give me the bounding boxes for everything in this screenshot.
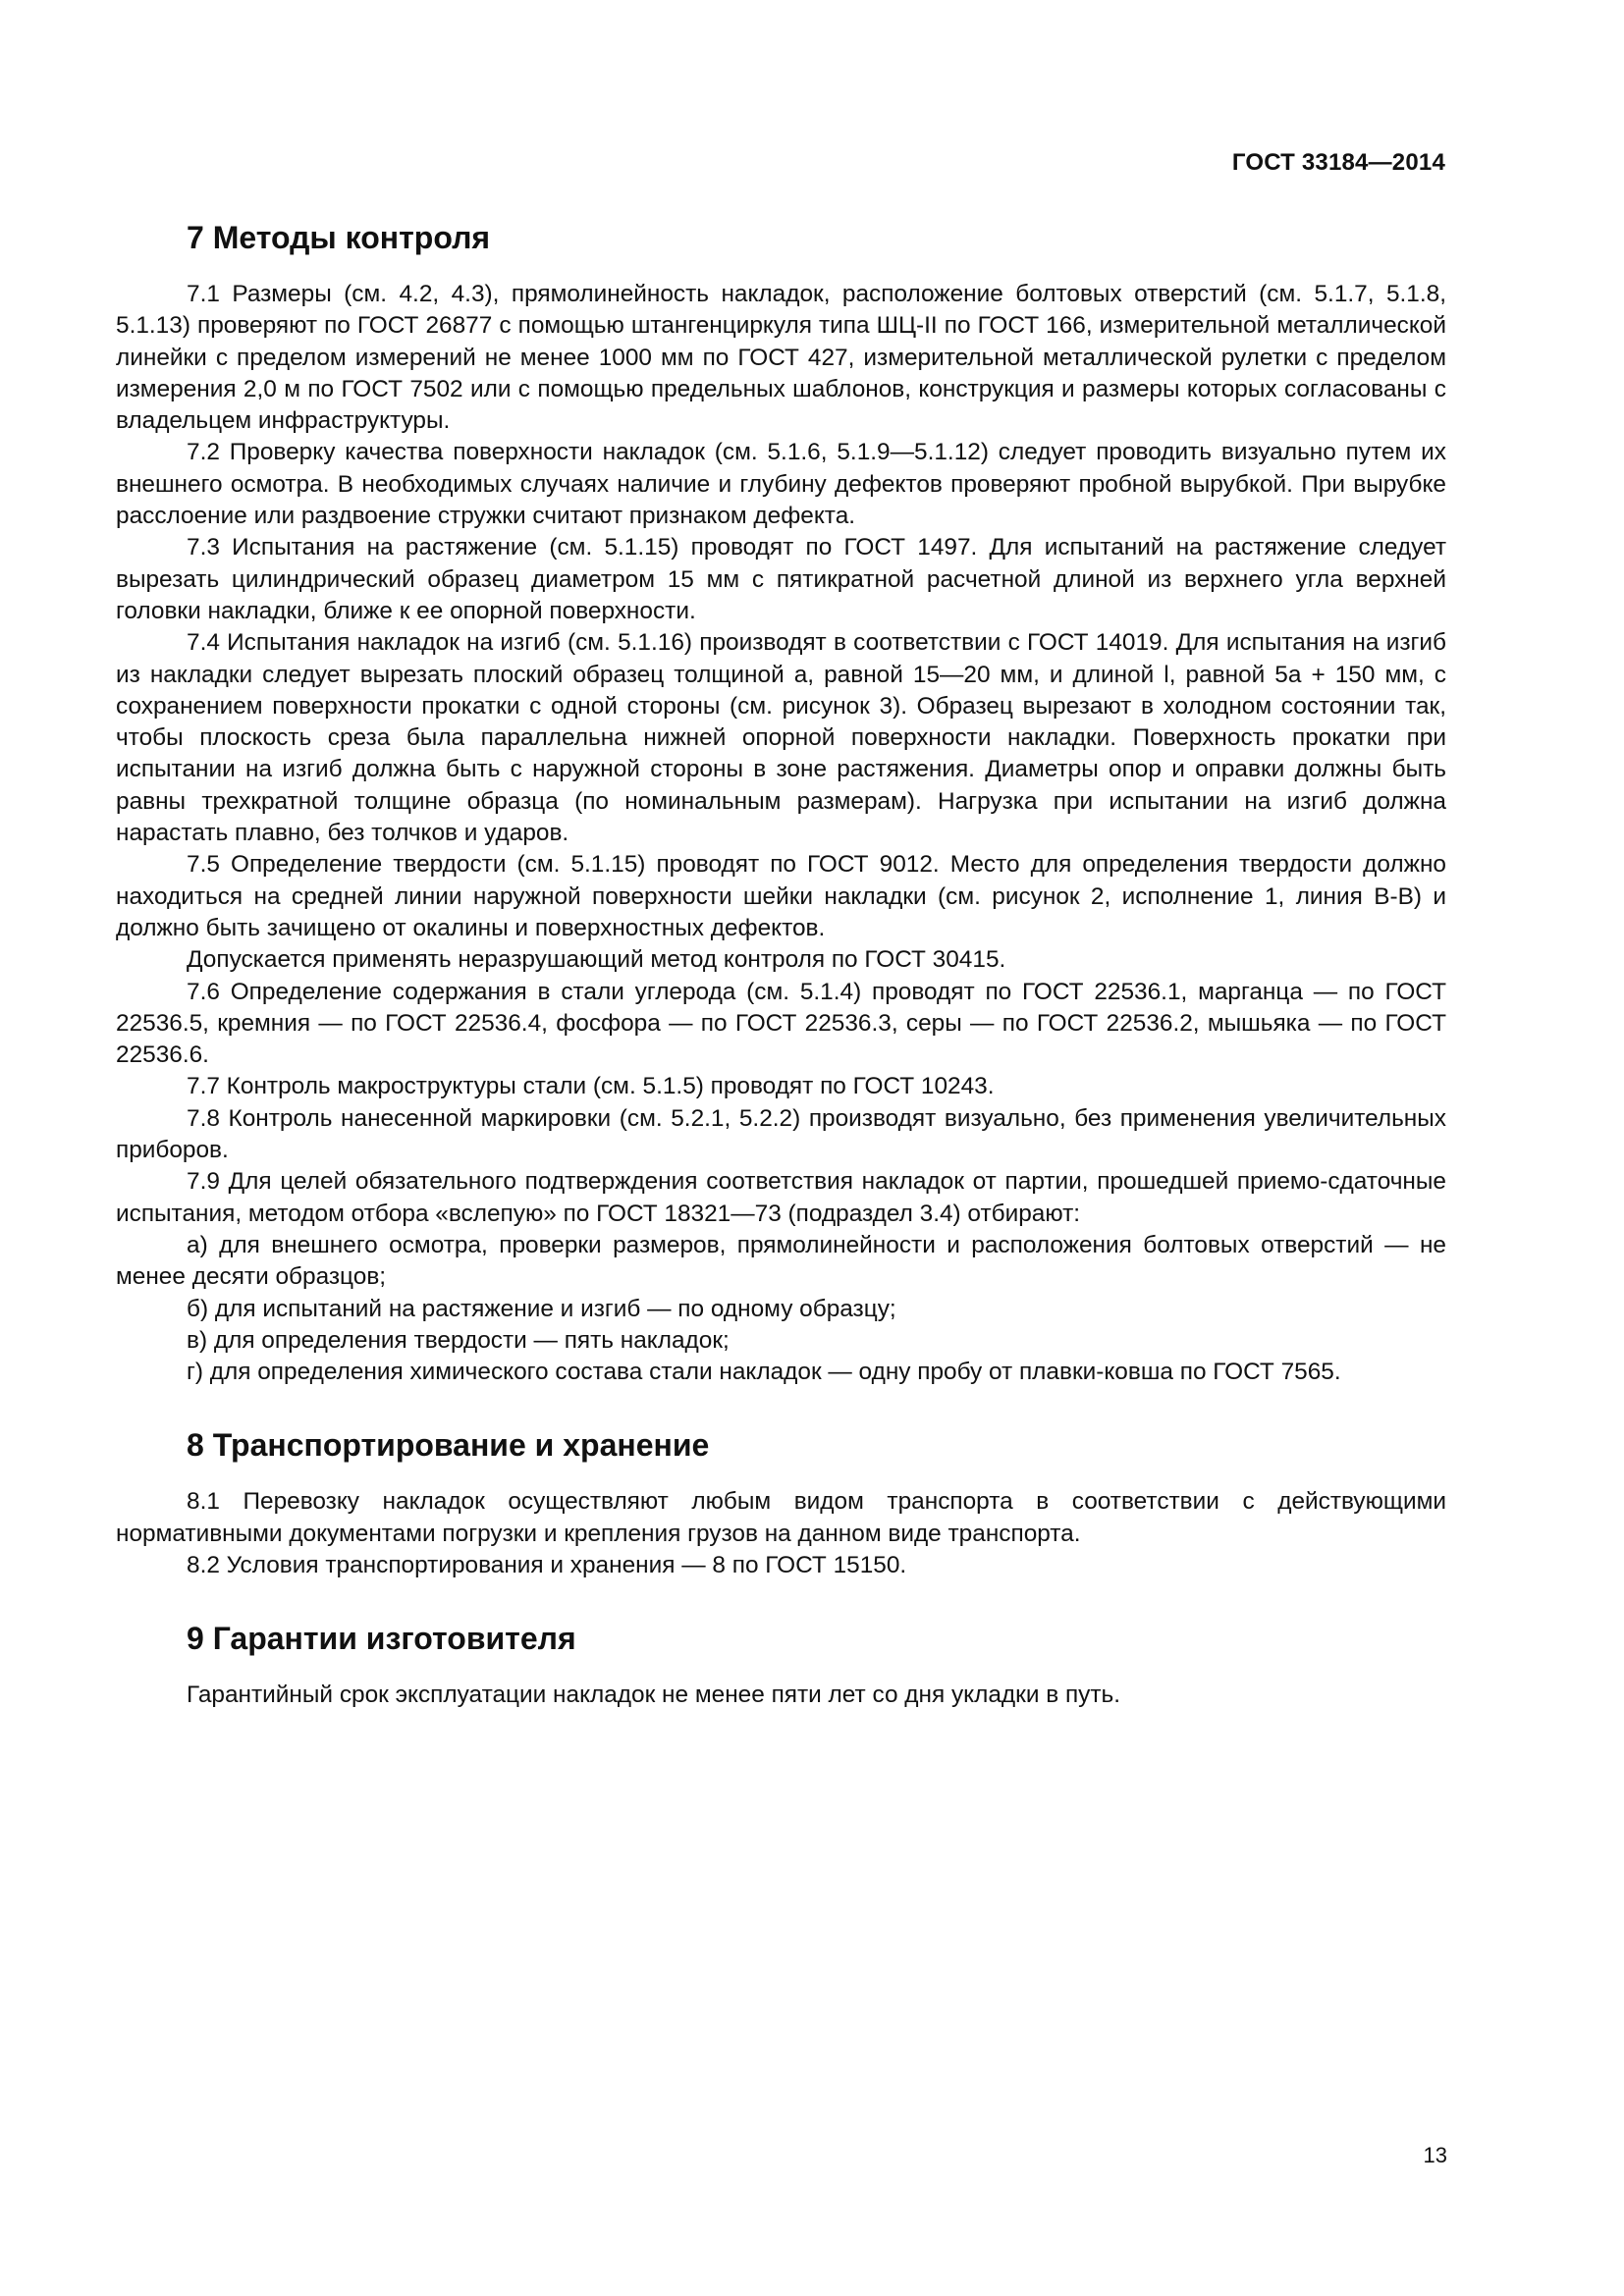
paragraph: 7.6 Определение содержания в стали углерода (см. 5.1.4) проводят по ГОСТ 22536.1, марганца — по ГОСТ 22536.5, кремния — по ГОСТ 22536.4, фосфора — по ГОСТ 22536.3, серы — по ГОСТ 22536.2, мышьяка — по ГОСТ 22536.6. (116, 978, 1446, 1069)
paragraph: 7.9 Для целей обязательного подтверждения соответствия накладок от партии, прошедшей приемо-сдаточные испытания, методом отбора «вслепую» по ГОСТ 18321—73 (подраздел 3.4) отбирают: (116, 1168, 1446, 1227)
section-title: 9 Гарантии изготовителя (187, 1621, 576, 1657)
list-item: г) для определения химического состава стали накладок — одну пробу от плавки-ковша по ГОСТ 7565. (187, 1359, 1341, 1386)
list-item: б) для испытаний на растяжение и изгиб — по одному образцу; (187, 1295, 896, 1322)
section-title: 7 Методы контроля (187, 220, 491, 255)
section-7 (116, 218, 1446, 1388)
paragraph: Гарантийный срок эксплуатации накладок не менее пяти лет со дня укладки в путь. (187, 1682, 1121, 1709)
paragraph: Допускается применять неразрушающий метод контроля по ГОСТ 30415. (187, 946, 1006, 974)
paragraph: 7.8 Контроль нанесенной маркировки (см. 5.2.1, 5.2.2) производят визуально, без применения увеличительных приборов. (116, 1104, 1446, 1164)
section-8 (116, 1425, 1446, 1581)
page-number: 13 (1423, 2143, 1447, 2167)
paragraph: 7.5 Определение твердости (см. 5.1.15) проводят по ГОСТ 9012. Место для определения твердости должно находиться на средней линии наружной поверхности шейки накладки (см. рисунок 2, исполнение 1, линия В-В) и должно быть зачищено от окалины и поверхностных дефектов. (116, 851, 1446, 941)
document-header: ГОСТ 33184—2014 (1231, 149, 1445, 176)
section-9 (116, 1619, 1446, 1711)
page-content (116, 218, 1446, 1712)
list-item: в) для определения твердости — пять накладок; (187, 1326, 730, 1354)
paragraph: 7.1 Размеры (см. 4.2, 4.3), прямолинейность накладок, расположение болтовых отверстий (см. 5.1.7, 5.1.8, 5.1.13) проверяют по ГОСТ 26877 с помощью штангенциркуля типа ШЦ-II по ГОСТ 166, измерительной металлической линейки с пределом измерений не менее 1000 мм по ГОСТ 427, измерительной металлической рулетки с пределом измерения 2,0 м по ГОСТ 7502 или с помощью предельных шаблонов, конструкция и размеры которых согласованы с владельцем инфраструктуры. (116, 281, 1446, 435)
paragraph: 8.2 Условия транспортирования и хранения — 8 по ГОСТ 15150. (187, 1551, 907, 1578)
paragraph: 7.4 Испытания накладок на изгиб (см. 5.1.16) производят в соответствии с ГОСТ 14019. Для испытания на изгиб из накладки следует вырезать плоский образец толщиной а, равной 15—20 мм, и длиной l, равной 5а + 150 мм, с сохранением поверхности прокатки с одной стороны (см. рисунок 3). Образец вырезают в холодном состоянии так, чтобы плоскость среза была параллельна нижней опорной поверхности накладки. Поверхность прокатки при испытании на изгиб должна быть с наружной стороны в зоне растяжения. Диаметры опор и оправки должны быть равны трехкратной толщине образца (по номинальным размерам). Нагрузка при испытании на изгиб должна нарастать плавно, без толчков и ударов. (116, 629, 1446, 847)
paragraph: 7.2 Проверку качества поверхности накладок (см. 5.1.6, 5.1.9—5.1.12) следует проводить визуально путем их внешнего осмотра. В необходимых случаях наличие и глубину дефектов проверяют пробной вырубкой. При вырубке расслоение или раздвоение стружки считают признаком дефекта. (116, 439, 1446, 530)
paragraph: 7.7 Контроль макроструктуры стали (см. 5.1.5) проводят по ГОСТ 10243. (187, 1073, 995, 1100)
paragraph: 8.1 Перевозку накладок осуществляют любым видом транспорта в соответствии с действующими нормативными документами погрузки и крепления грузов на данном виде транспорта. (116, 1488, 1446, 1547)
list-item: а) для внешнего осмотра, проверки размеров, прямолинейности и расположения болтовых отверстий — не менее десяти образцов; (116, 1231, 1446, 1291)
section-title: 8 Транспортирование и хранение (187, 1427, 710, 1464)
paragraph: 7.3 Испытания на растяжение (см. 5.1.15) проводят по ГОСТ 1497. Для испытаний на растяжение следует вырезать цилиндрический образец диаметром 15 мм с пятикратной расчетной длиной из верхнего угла верхней головки накладки, ближе к ее опорной поверхности. (116, 534, 1446, 624)
